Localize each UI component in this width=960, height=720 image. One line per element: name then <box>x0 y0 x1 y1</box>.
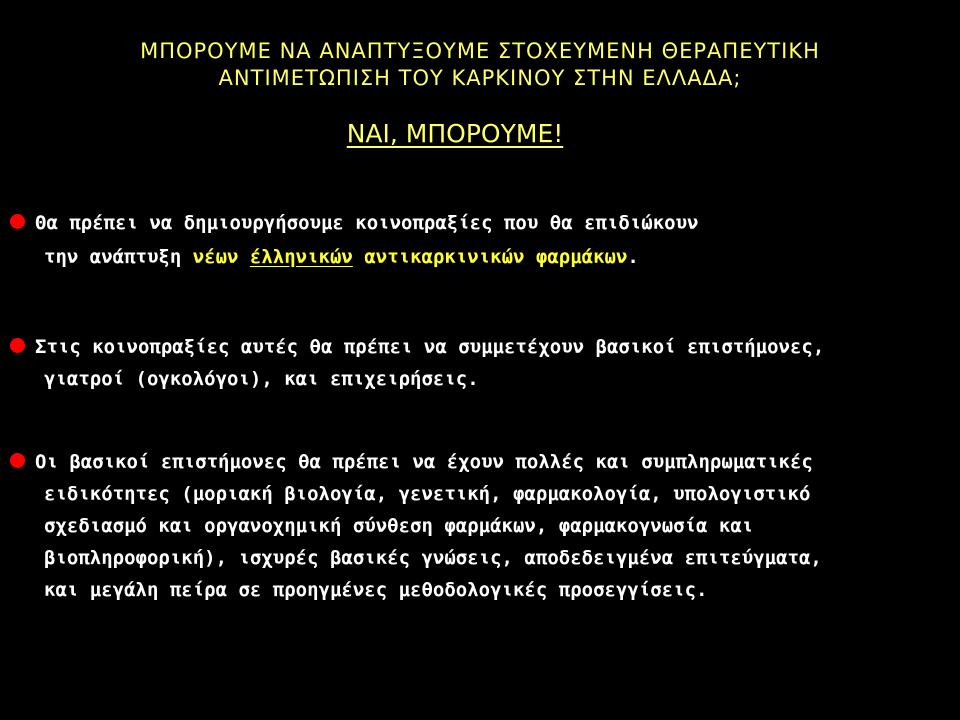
bullet-1-highlight-greek: έλληνικών <box>249 246 353 268</box>
bullet-3-line-3: σχεδιασμό και οργανοχημική σύνθεση φαρμάκων, φαρμακογνωσία και <box>44 515 754 537</box>
bullet-dot-icon <box>10 338 25 353</box>
bullet-1-line-2 <box>44 244 639 270</box>
bullet-1-line-2-suffix: . <box>627 246 639 268</box>
bullet-dot-icon <box>10 214 25 229</box>
bullet-3-line-1: Οι βασικοί επιστήμονες θα πρέπει να έχουν πολλές και συμπληρωματικές <box>35 451 813 473</box>
bullet-3-line-5: και μεγάλη πείρα σε προηγμένες μεθοδολογικές προσεγγίσεις. <box>44 579 708 601</box>
bullet-2-line-2: γιατροί (ογκολόγοι), και επιχειρήσεις. <box>44 368 479 390</box>
bullet-1-highlight-new: νέων <box>192 246 250 268</box>
bullet-dot-icon <box>10 453 25 468</box>
slide-subtitle: ΝΑΙ, ΜΠΟΡΟΥΜΕ! <box>346 119 564 148</box>
bullet-1-line-2-prefix: την ανάπτυξη <box>44 246 193 268</box>
slide-title-line-2: ΑΝΤΙΜΕΤΩΠΙΣΗ ΤΟΥ ΚΑΡΚΙΝΟΥ ΣΤΗΝ ΕΛΛΑΔΑ; <box>218 66 742 90</box>
bullet-3-line-4: βιοπληροφορική), ισχυρές βασικές γνώσεις, αποδεδειγμένα επιτεύγματα, <box>44 547 822 569</box>
bullet-1-line-1: Θα πρέπει να δημιουργήσουμε κοινοπραξίες που θα επιδιώκουν <box>35 212 699 234</box>
bullet-3-line-2: ειδικότητες (μοριακή βιολογία, γενετική, φαρμακολογία, υπολογιστικό <box>44 483 811 505</box>
bullet-1-highlight-drugs: αντικαρκινικών φαρμάκων <box>352 246 628 268</box>
slide-title-line-1: ΜΠΟΡΟΥΜΕ ΝΑ ΑΝΑΠΤΥΞΟΥΜΕ ΣΤΟΧΕΥΜΕΝΗ ΘΕΡΑΠΕΥΤΙΚΗ <box>140 39 820 63</box>
bullet-2-line-1: Στις κοινοπραξίες αυτές θα πρέπει να συμμετέχουν βασικοί επιστήμονες, <box>35 336 825 358</box>
